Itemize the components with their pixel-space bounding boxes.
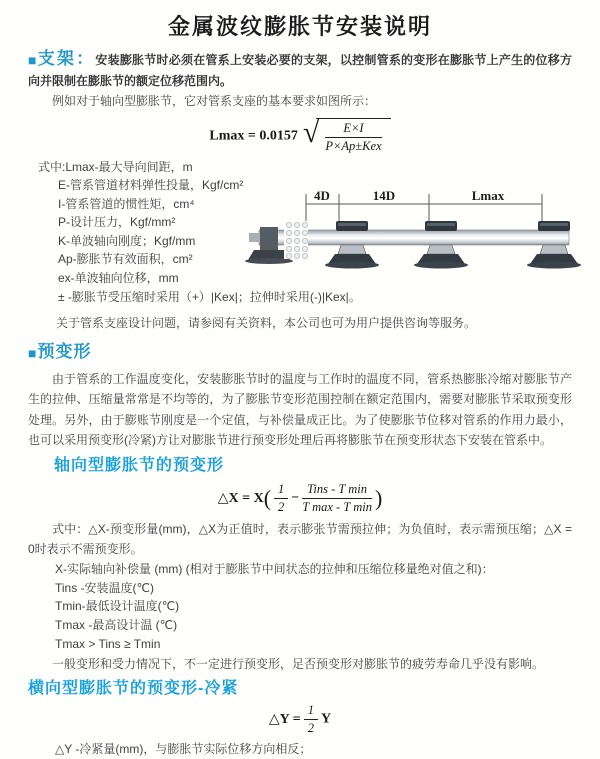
section-square-icon: ■: [28, 344, 37, 361]
temp-line: Tins -安装温度(℃): [55, 580, 155, 595]
definition-line: ± -膨胀节受压缩时采用（+）|Kex|；拉伸时采用(-)|Kex|。: [58, 289, 361, 304]
formula-numerator: E×I: [325, 121, 381, 138]
axial-explain-paragraph: 式中：△X-预变形量(mm)，△X为正值时，表示膨张节需预拉伸；为负值时，表示需预压缩；△X = 0时表示不需预变形。: [28, 521, 572, 556]
subheading-lateral-preform: 横向型膨胀节的预变形-冷紧: [28, 680, 239, 698]
lateral-preform-formula: △Y = $\frac{1}{2}$ Y: [268, 703, 332, 736]
definition-line: ex-单波轴向位移，mm: [58, 271, 179, 286]
radical-icon: √: [302, 115, 320, 149]
section-square-icon: ■: [28, 52, 37, 68]
bellows-icon: [284, 221, 308, 259]
support-intro-paragraph: [28, 49, 572, 91]
definition-line: K-单波轴向刚度；Kgf/mm: [58, 233, 196, 248]
support-example-line: 例如对于轴向型膨胀节，它对管系支座的基本要求如图所示：: [52, 94, 377, 108]
formula-lhs: △X = X: [217, 490, 264, 506]
service-note: 关于管系支座设计问题，请参阅有关资料，本公司也可为用户提供咨询等服务。: [56, 315, 477, 330]
dim-label-4d: 4D: [314, 187, 330, 203]
support-intro-text: 安装膨胀节时必须在管系上安装必要的支架，以控制管系的变形在膨胀节上产生的位移方向并限制在膨胀节的额定位移范围内。: [28, 53, 572, 88]
lmax-formula: [28, 115, 572, 154]
page-title: 金属波纹膨胀节安装说明: [167, 14, 432, 39]
definition-line: I-管系管道的惯性矩，cm⁴: [58, 196, 195, 211]
pipe-support-diagram: [241, 188, 586, 284]
definition-line: P-设计压力，Kgf/mm²: [58, 215, 176, 230]
temp-line: Tmin-最低设计温度(℃): [55, 599, 180, 614]
lateral-note-line: △Y -冷紧量(mm)，与膨胀节实际位移方向相反；: [55, 742, 312, 757]
subheading-axial-preform: 轴向型膨胀节的预变形: [54, 456, 225, 474]
temp-ratio-numerator: Tins - T min: [302, 482, 372, 499]
section-heading-support: 支架：: [37, 49, 96, 68]
definition-line: Ap-膨胀节有效面积，cm²: [58, 252, 193, 267]
definition-line: 式中:Lmax-最大导向间距，m: [38, 159, 193, 174]
x-definition-line: X-实际轴向补偿量 (mm) (相对于膨胀节中间状态的拉伸和压缩位移量绝对值之和)：: [55, 561, 494, 576]
temp-ratio-denominator: T max - T min: [302, 499, 372, 514]
formula-lhs: Lmax = 0.0157: [209, 128, 298, 144]
axial-preform-formula: △X = X( $\frac{1}{2}$ − $\frac{\text{Tins - T min}}{\text{T max - T min}}$ ): [217, 481, 383, 514]
axial-note-line: 一般变形和受力情况下，不一定进行预变形，足否预变形对膨胀节的疲劳寿命几乎没有影响。: [52, 656, 545, 671]
dim-label-14d: 14D: [372, 187, 396, 203]
temp-line: Tmax -最高设计温 (℃): [55, 618, 178, 633]
formula-lhs: △Y =: [268, 712, 301, 728]
formula-denominator: P×Ap±Kex: [325, 138, 382, 153]
section-heading-preform: 预变形: [37, 341, 92, 361]
sqrt-expression: [302, 115, 391, 154]
dim-label-lmax: Lmax: [471, 187, 505, 203]
definition-line: E-管系管道材料弹性投量，Kgf/cm²: [58, 178, 244, 193]
section-heading-preform-row: [28, 340, 572, 365]
temp-line: Tmax > Tins ≥ Tmin: [55, 636, 161, 651]
preform-body-paragraph: 由于管系的工作温度变化，安装膨胀节时的温度与工作时的温度不同，管系热膨胀冷缩对膨胀节产生的拉伸、压缩量常常是不均等的，为了膨胀节变形范围控制在额定范围内，需要对膨胀节采取预变形处理。另外，由于膨账节刚度是一个定值，与补偿量成正比。为了使膨胀节位移对管系的作用力最小，也可以采用预变形(冷紧)方让对膨胀节进行预变形处理后再将膨胀节在预变形状态下安装在管系中。: [28, 371, 572, 447]
definitions-block: [28, 158, 572, 310]
